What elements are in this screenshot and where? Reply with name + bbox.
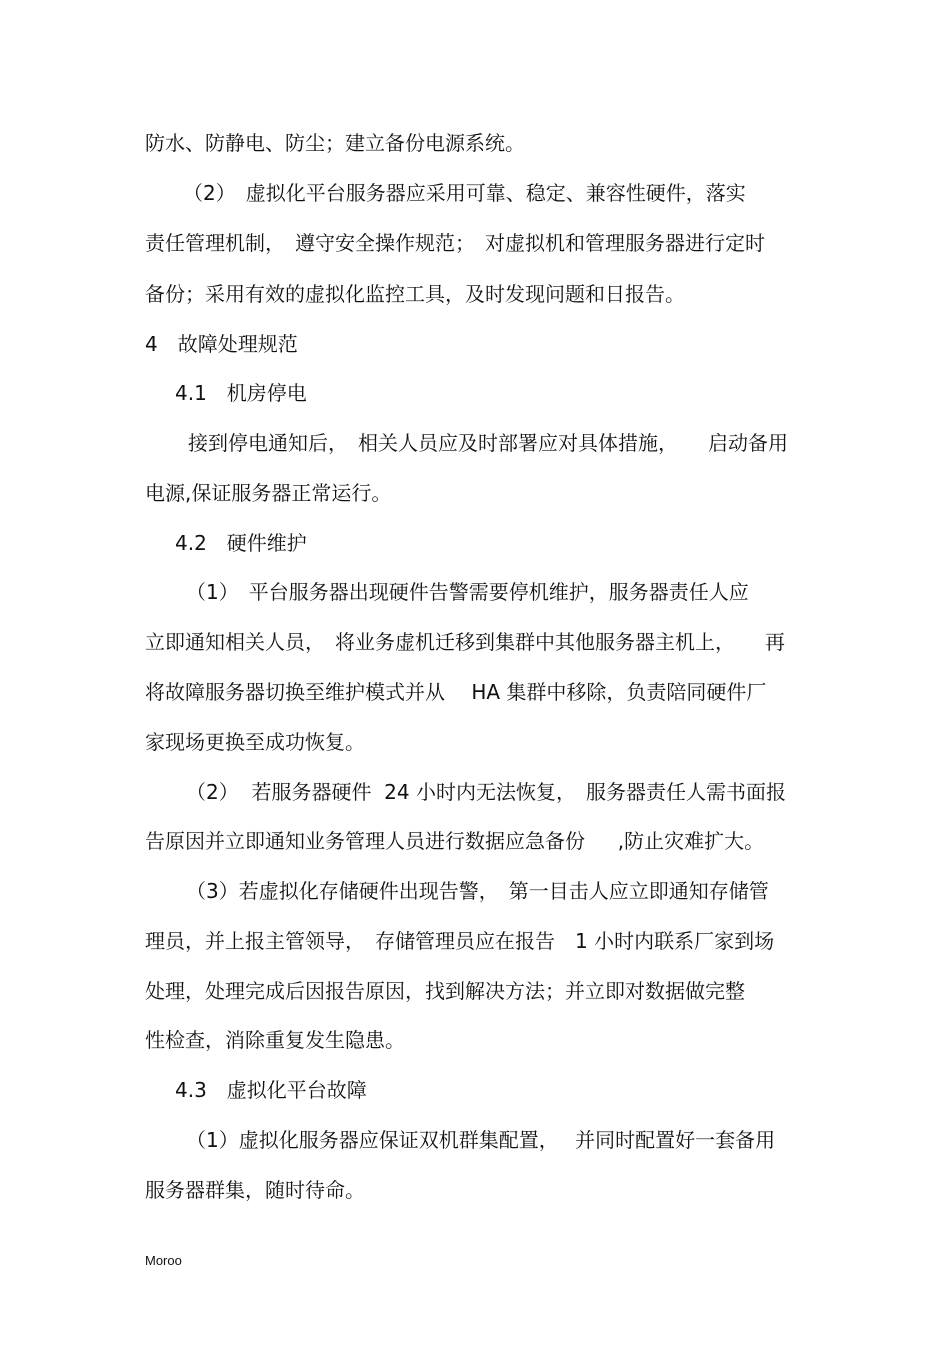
paragraph-line: （2） 若服务器硬件 24 小时内无法恢复， 服务器责任人需书面报: [186, 780, 786, 804]
subsection-heading: 4.3 虚拟化平台故障: [175, 1078, 367, 1102]
paragraph-line: 处理，处理完成后因报告原因，找到解决方法；并立即对数据做完整: [145, 979, 745, 1003]
paragraph-line: 服务器群集，随时待命。: [145, 1178, 365, 1202]
paragraph-line: 责任管理机制， 遵守安全操作规范； 对虚拟机和管理服务器进行定时: [145, 231, 765, 255]
section-heading: 4 故障处理规范: [145, 332, 298, 356]
paragraph-line: （2） 虚拟化平台服务器应采用可靠、稳定、兼容性硬件，落实: [183, 181, 746, 205]
paragraph-line: （1） 平台服务器出现硬件告警需要停机维护，服务器责任人应: [186, 580, 749, 604]
paragraph-line: 将故障服务器切换至维护模式并从 HA 集群中移除，负责陪同硬件厂: [145, 680, 767, 704]
paragraph-line: 告原因并立即通知业务管理人员进行数据应急备份 ,防止灾难扩大。: [145, 829, 765, 853]
page-footer: Moroo: [145, 1253, 182, 1268]
paragraph-line: 立即通知相关人员， 将业务虚机迁移到集群中其他服务器主机上， 再: [145, 630, 785, 654]
paragraph-line: 理员，并上报主管领导， 存储管理员应在报告 1 小时内联系厂家到场: [145, 929, 775, 953]
paragraph-line: 防水、防静电、防尘；建立备份电源系统。: [145, 131, 525, 155]
paragraph-line: 家现场更换至成功恢复。: [145, 730, 365, 754]
paragraph-line: （3）若虚拟化存储硬件出现告警， 第一目击人应立即通知存储管: [186, 879, 769, 903]
paragraph-line: 性检查，消除重复发生隐患。: [145, 1028, 405, 1052]
subsection-heading: 4.1 机房停电: [175, 381, 307, 405]
paragraph-line: 备份；采用有效的虚拟化监控工具，及时发现问题和日报告。: [145, 282, 685, 306]
paragraph-line: （1）虚拟化服务器应保证双机群集配置， 并同时配置好一套备用: [186, 1128, 776, 1152]
subsection-heading: 4.2 硬件维护: [175, 531, 307, 555]
paragraph-line: 接到停电通知后， 相关人员应及时部署应对具体措施， 启动备用: [188, 431, 788, 455]
paragraph-line: 电源,保证服务器正常运行。: [145, 481, 392, 505]
